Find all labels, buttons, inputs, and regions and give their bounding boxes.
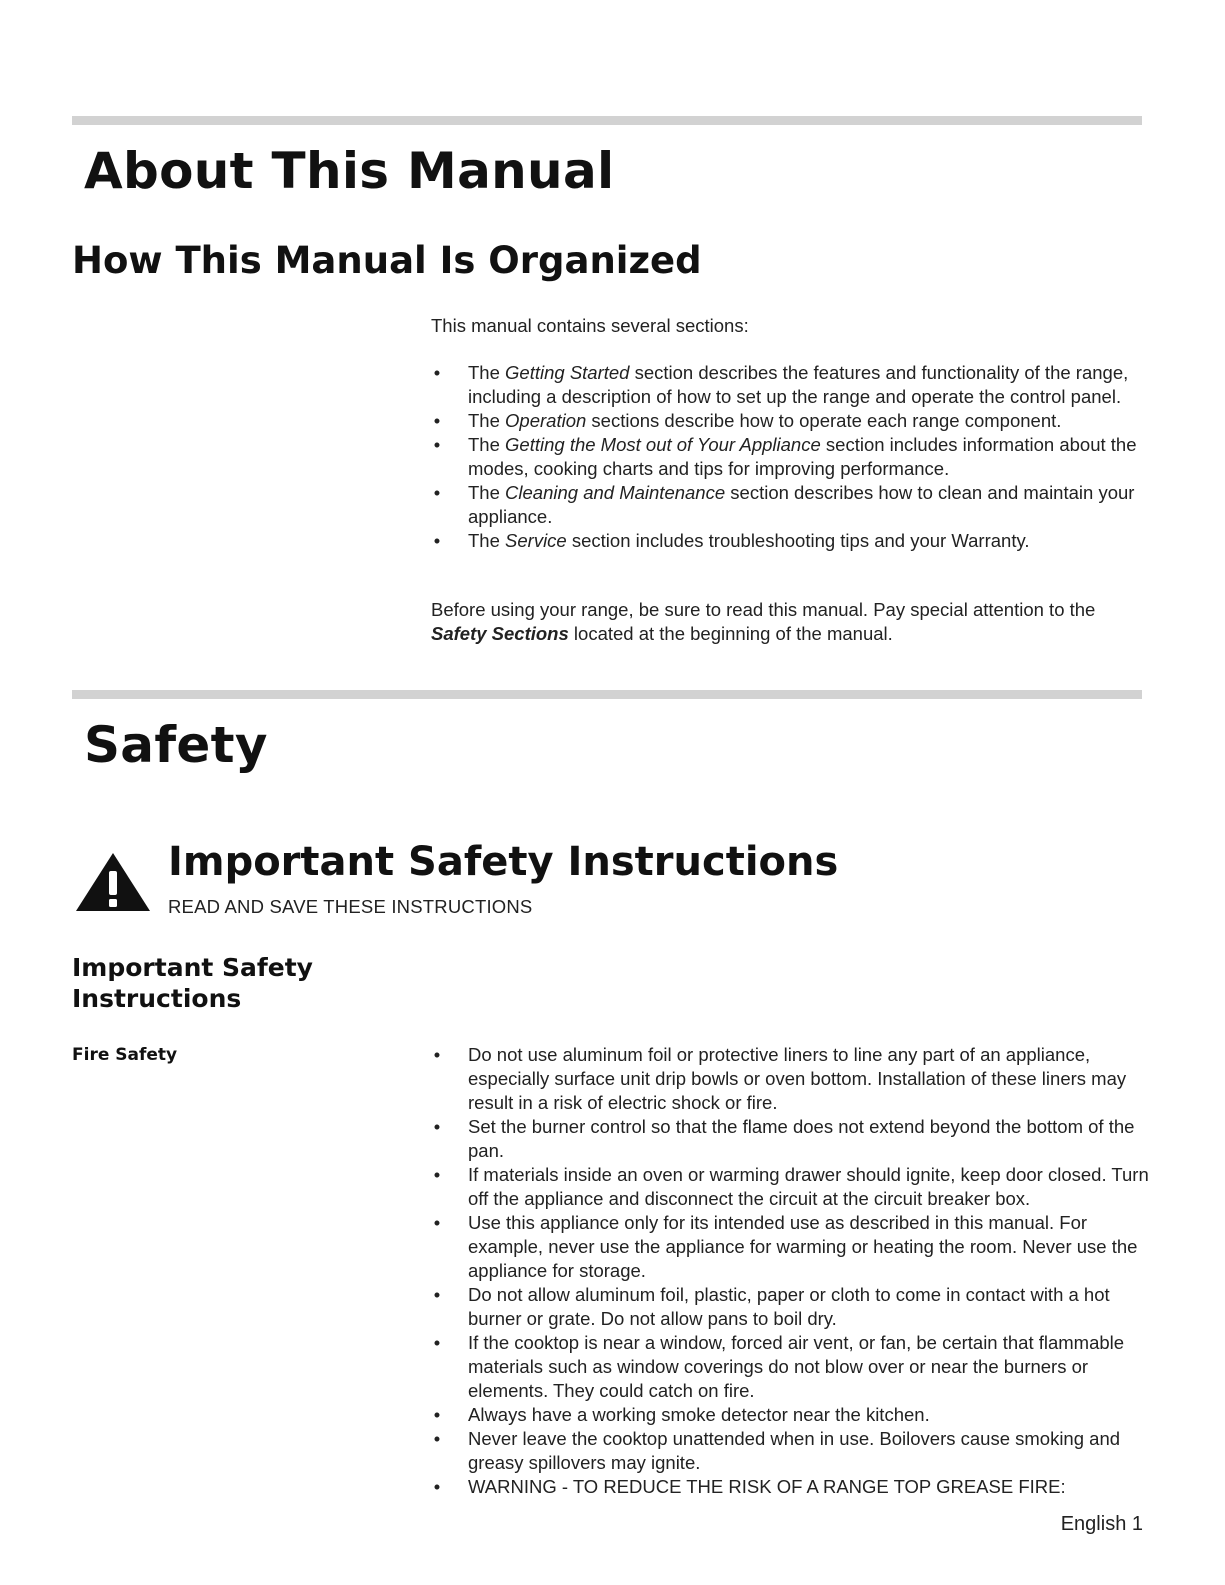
read-and-save-note: READ AND SAVE THESE INSTRUCTIONS [168, 896, 533, 917]
safety-subheading: Important Safety Instructions [72, 953, 313, 1013]
list-item: • The Operation sections describe how to operate each range component. [433, 410, 1062, 431]
fire-safety-label: Fire Safety [72, 1045, 178, 1065]
list-item: • Always have a working smoke detector near the kitchen. [433, 1404, 930, 1425]
safety-title: Safety [84, 716, 268, 774]
list-item: • WARNING - TO REDUCE THE RISK OF A RANGE TOP GREASE FIRE: [433, 1476, 1066, 1497]
list-item: • The Service section includes troubleshooting tips and your Warranty. [433, 530, 1030, 551]
list-item: • Do not allow aluminum foil, plastic, paper or cloth to come in contact with a hot burner or grate. Do not allow pans to boil dry. [433, 1284, 1110, 1329]
sections-list [431, 361, 1151, 553]
list-item: • If materials inside an oven or warming drawer should ignite, keep door closed. Turn off the appliance and disconnect the circuit at the circuit breaker box. [433, 1164, 1149, 1209]
fire-safety-list [431, 1043, 1151, 1499]
organized-heading: How This Manual Is Organized [72, 239, 702, 282]
intro-text: This manual contains several sections: [431, 315, 749, 336]
warning-icon [74, 851, 152, 913]
list-item: • The Cleaning and Maintenance section describes how to clean and maintain your appliance. [433, 482, 1135, 527]
section-divider-top [72, 116, 1142, 125]
list-item: • Never leave the cooktop unattended when in use. Boilovers cause smoking and greasy spillovers may ignite. [433, 1428, 1121, 1473]
list-item: • The Getting the Most out of Your Appliance section includes information about the modes, cooking charts and tips for improving performance. [433, 434, 1137, 479]
about-title: About This Manual [84, 142, 615, 200]
list-item: • The Getting Started section describes the features and functionality of the range, including a description of how to set up the range and operate the control panel. [433, 362, 1129, 407]
list-item: • Set the burner control so that the flame does not extend beyond the bottom of the pan. [433, 1116, 1135, 1161]
page-number: English 1 [1060, 1513, 1143, 1535]
section-divider-safety [72, 690, 1142, 699]
list-item: • If the cooktop is near a window, forced air vent, or fan, be certain that flammable materials such as window coverings do not blow over or near the burners or elements. They could catch on fire. [433, 1332, 1125, 1401]
list-item: • Do not use aluminum foil or protective liners to line any part of an appliance, especially surface unit drip bowls or oven bottom. Installation of these liners may result in a risk of electric shock or fire. [433, 1044, 1127, 1113]
list-item: • Use this appliance only for its intended use as described in this manual. For example, never use the appliance for warming or heating the room. Never use the appliance for storage. [433, 1212, 1138, 1281]
closing-paragraph: Before using your range, be sure to read this manual. Pay special attention to the Safety Sections located at the beginning of the manual. [431, 599, 1096, 644]
important-safety-heading: Important Safety Instructions [168, 839, 839, 885]
